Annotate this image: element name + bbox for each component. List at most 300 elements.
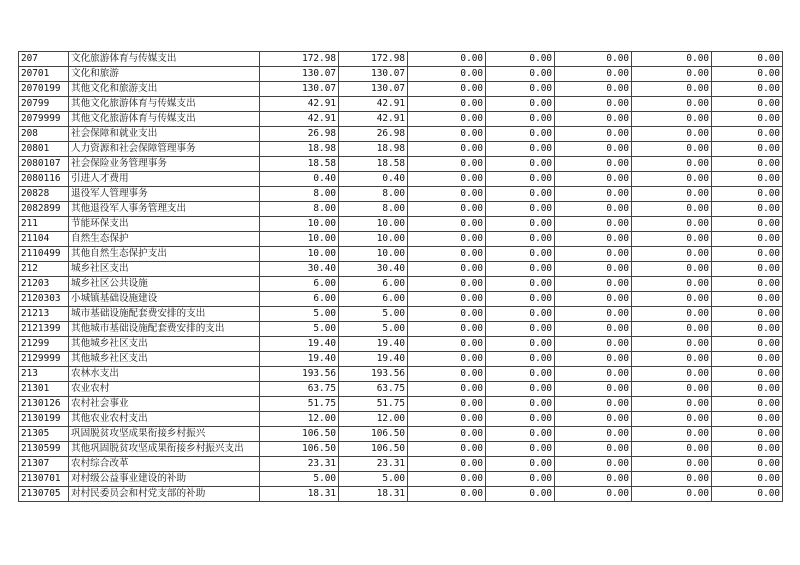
subject-code-cell: 21305 xyxy=(19,427,69,442)
amount-cell: 0.00 xyxy=(632,412,712,427)
amount-cell: 0.00 xyxy=(712,277,783,292)
amount-cell: 0.00 xyxy=(408,292,486,307)
subject-name-cell: 其他退役军人事务管理支出 xyxy=(69,202,260,217)
amount-cell: 12.00 xyxy=(339,412,408,427)
subject-name-cell: 其他城市基础设施配套费安排的支出 xyxy=(69,322,260,337)
subject-name-cell: 其他自然生态保护支出 xyxy=(69,247,260,262)
amount-cell: 0.00 xyxy=(486,52,555,67)
amount-cell: 193.56 xyxy=(260,367,339,382)
amount-cell: 26.98 xyxy=(339,127,408,142)
amount-cell: 0.00 xyxy=(632,52,712,67)
amount-cell: 6.00 xyxy=(339,277,408,292)
amount-cell: 106.50 xyxy=(260,442,339,457)
amount-cell: 0.00 xyxy=(408,307,486,322)
amount-cell: 0.00 xyxy=(712,457,783,472)
amount-cell: 0.00 xyxy=(632,187,712,202)
amount-cell: 0.00 xyxy=(555,262,632,277)
amount-cell: 0.00 xyxy=(632,427,712,442)
amount-cell: 0.00 xyxy=(632,382,712,397)
amount-cell: 0.00 xyxy=(555,127,632,142)
amount-cell: 0.00 xyxy=(408,52,486,67)
amount-cell: 130.07 xyxy=(339,82,408,97)
subject-name-cell: 其他城乡社区支出 xyxy=(69,352,260,367)
amount-cell: 0.40 xyxy=(260,172,339,187)
amount-cell: 5.00 xyxy=(260,307,339,322)
amount-cell: 8.00 xyxy=(339,202,408,217)
amount-cell: 0.00 xyxy=(486,397,555,412)
amount-cell: 0.00 xyxy=(712,382,783,397)
amount-cell: 0.00 xyxy=(555,52,632,67)
table-row xyxy=(19,277,783,292)
amount-cell: 0.00 xyxy=(486,367,555,382)
amount-cell: 0.00 xyxy=(712,187,783,202)
amount-cell: 0.00 xyxy=(632,232,712,247)
amount-cell: 0.00 xyxy=(632,337,712,352)
amount-cell: 0.00 xyxy=(408,112,486,127)
amount-cell: 0.00 xyxy=(408,412,486,427)
subject-code-cell: 208 xyxy=(19,127,69,142)
subject-code-cell: 2130701 xyxy=(19,472,69,487)
amount-cell: 0.00 xyxy=(555,397,632,412)
table-row xyxy=(19,262,783,277)
subject-code-cell: 2080107 xyxy=(19,157,69,172)
subject-name-cell: 人力资源和社会保障管理事务 xyxy=(69,142,260,157)
subject-code-cell: 2130199 xyxy=(19,412,69,427)
amount-cell: 0.40 xyxy=(339,172,408,187)
amount-cell: 0.00 xyxy=(712,412,783,427)
amount-cell: 12.00 xyxy=(260,412,339,427)
amount-cell: 0.00 xyxy=(555,82,632,97)
subject-code-cell: 2130599 xyxy=(19,442,69,457)
amount-cell: 0.00 xyxy=(408,127,486,142)
amount-cell: 0.00 xyxy=(486,427,555,442)
amount-cell: 106.50 xyxy=(339,442,408,457)
table-row xyxy=(19,322,783,337)
amount-cell: 23.31 xyxy=(339,457,408,472)
amount-cell: 0.00 xyxy=(632,217,712,232)
table-row xyxy=(19,457,783,472)
amount-cell: 0.00 xyxy=(712,427,783,442)
amount-cell: 0.00 xyxy=(712,172,783,187)
amount-cell: 0.00 xyxy=(712,307,783,322)
amount-cell: 18.98 xyxy=(339,142,408,157)
amount-cell: 0.00 xyxy=(555,337,632,352)
amount-cell: 0.00 xyxy=(486,247,555,262)
subject-code-cell: 212 xyxy=(19,262,69,277)
amount-cell: 0.00 xyxy=(555,292,632,307)
amount-cell: 0.00 xyxy=(632,172,712,187)
table-row xyxy=(19,202,783,217)
amount-cell: 0.00 xyxy=(486,277,555,292)
amount-cell: 0.00 xyxy=(408,97,486,112)
amount-cell: 0.00 xyxy=(408,487,486,502)
subject-code-cell: 20828 xyxy=(19,187,69,202)
amount-cell: 5.00 xyxy=(260,472,339,487)
table-row xyxy=(19,472,783,487)
amount-cell: 0.00 xyxy=(408,202,486,217)
amount-cell: 5.00 xyxy=(339,322,408,337)
amount-cell: 0.00 xyxy=(712,82,783,97)
amount-cell: 0.00 xyxy=(486,202,555,217)
amount-cell: 0.00 xyxy=(486,157,555,172)
subject-code-cell: 21299 xyxy=(19,337,69,352)
amount-cell: 0.00 xyxy=(408,172,486,187)
subject-code-cell: 207 xyxy=(19,52,69,67)
amount-cell: 0.00 xyxy=(555,307,632,322)
subject-code-cell: 21307 xyxy=(19,457,69,472)
subject-name-cell: 其他农业农村支出 xyxy=(69,412,260,427)
budget-table xyxy=(18,51,783,502)
amount-cell: 0.00 xyxy=(555,487,632,502)
subject-name-cell: 自然生态保护 xyxy=(69,232,260,247)
table-body xyxy=(19,52,783,502)
table-row xyxy=(19,412,783,427)
amount-cell: 0.00 xyxy=(632,397,712,412)
amount-cell: 0.00 xyxy=(408,427,486,442)
table-row xyxy=(19,172,783,187)
subject-name-cell: 其他城乡社区支出 xyxy=(69,337,260,352)
amount-cell: 0.00 xyxy=(486,112,555,127)
amount-cell: 0.00 xyxy=(408,217,486,232)
amount-cell: 0.00 xyxy=(555,172,632,187)
subject-code-cell: 20701 xyxy=(19,67,69,82)
amount-cell: 0.00 xyxy=(712,337,783,352)
amount-cell: 0.00 xyxy=(555,187,632,202)
amount-cell: 130.07 xyxy=(339,67,408,82)
amount-cell: 130.07 xyxy=(260,67,339,82)
amount-cell: 10.00 xyxy=(339,232,408,247)
subject-name-cell: 文化和旅游 xyxy=(69,67,260,82)
table-row xyxy=(19,67,783,82)
amount-cell: 0.00 xyxy=(555,352,632,367)
amount-cell: 0.00 xyxy=(408,367,486,382)
amount-cell: 0.00 xyxy=(632,142,712,157)
amount-cell: 42.91 xyxy=(260,97,339,112)
table-row xyxy=(19,487,783,502)
amount-cell: 0.00 xyxy=(486,232,555,247)
amount-cell: 0.00 xyxy=(408,142,486,157)
subject-name-cell: 农村综合改革 xyxy=(69,457,260,472)
amount-cell: 51.75 xyxy=(339,397,408,412)
amount-cell: 26.98 xyxy=(260,127,339,142)
amount-cell: 0.00 xyxy=(555,277,632,292)
amount-cell: 0.00 xyxy=(632,157,712,172)
subject-name-cell: 农林水支出 xyxy=(69,367,260,382)
amount-cell: 0.00 xyxy=(632,352,712,367)
amount-cell: 0.00 xyxy=(712,367,783,382)
amount-cell: 0.00 xyxy=(712,262,783,277)
amount-cell: 0.00 xyxy=(408,277,486,292)
amount-cell: 0.00 xyxy=(486,472,555,487)
amount-cell: 10.00 xyxy=(260,247,339,262)
subject-name-cell: 其他巩固脱贫攻坚成果衔接乡村振兴支出 xyxy=(69,442,260,457)
amount-cell: 0.00 xyxy=(555,112,632,127)
subject-name-cell: 社会保障和就业支出 xyxy=(69,127,260,142)
amount-cell: 30.40 xyxy=(339,262,408,277)
amount-cell: 8.00 xyxy=(260,202,339,217)
table-row xyxy=(19,232,783,247)
amount-cell: 8.00 xyxy=(260,187,339,202)
amount-cell: 10.00 xyxy=(339,217,408,232)
amount-cell: 19.40 xyxy=(260,337,339,352)
amount-cell: 0.00 xyxy=(632,292,712,307)
amount-cell: 0.00 xyxy=(486,487,555,502)
amount-cell: 10.00 xyxy=(260,217,339,232)
amount-cell: 0.00 xyxy=(632,442,712,457)
amount-cell: 0.00 xyxy=(486,382,555,397)
table-row xyxy=(19,397,783,412)
amount-cell: 18.58 xyxy=(260,157,339,172)
amount-cell: 0.00 xyxy=(486,217,555,232)
amount-cell: 0.00 xyxy=(712,157,783,172)
subject-name-cell: 农业农村 xyxy=(69,382,260,397)
amount-cell: 0.00 xyxy=(408,382,486,397)
subject-code-cell: 21213 xyxy=(19,307,69,322)
amount-cell: 0.00 xyxy=(486,67,555,82)
table-row xyxy=(19,52,783,67)
table-row xyxy=(19,247,783,262)
subject-code-cell: 21301 xyxy=(19,382,69,397)
amount-cell: 0.00 xyxy=(555,232,632,247)
amount-cell: 0.00 xyxy=(408,67,486,82)
table-row xyxy=(19,82,783,97)
table-row xyxy=(19,187,783,202)
subject-code-cell: 21104 xyxy=(19,232,69,247)
table-row xyxy=(19,382,783,397)
amount-cell: 0.00 xyxy=(555,382,632,397)
amount-cell: 18.31 xyxy=(339,487,408,502)
amount-cell: 0.00 xyxy=(486,412,555,427)
subject-name-cell: 其他文化旅游体育与传媒支出 xyxy=(69,112,260,127)
amount-cell: 19.40 xyxy=(339,352,408,367)
amount-cell: 0.00 xyxy=(712,487,783,502)
table-row xyxy=(19,442,783,457)
amount-cell: 0.00 xyxy=(712,232,783,247)
amount-cell: 10.00 xyxy=(339,247,408,262)
amount-cell: 18.98 xyxy=(260,142,339,157)
table-row xyxy=(19,352,783,367)
subject-code-cell: 2110499 xyxy=(19,247,69,262)
amount-cell: 0.00 xyxy=(632,277,712,292)
table-row xyxy=(19,142,783,157)
subject-name-cell: 节能环保支出 xyxy=(69,217,260,232)
amount-cell: 0.00 xyxy=(632,367,712,382)
amount-cell: 0.00 xyxy=(712,397,783,412)
amount-cell: 0.00 xyxy=(555,247,632,262)
amount-cell: 193.56 xyxy=(339,367,408,382)
subject-name-cell: 对村级公益事业建设的补助 xyxy=(69,472,260,487)
amount-cell: 0.00 xyxy=(632,487,712,502)
amount-cell: 0.00 xyxy=(555,142,632,157)
amount-cell: 0.00 xyxy=(408,442,486,457)
amount-cell: 0.00 xyxy=(486,82,555,97)
subject-code-cell: 2120303 xyxy=(19,292,69,307)
amount-cell: 42.91 xyxy=(339,112,408,127)
amount-cell: 0.00 xyxy=(555,217,632,232)
amount-cell: 0.00 xyxy=(408,337,486,352)
amount-cell: 0.00 xyxy=(555,97,632,112)
amount-cell: 42.91 xyxy=(339,97,408,112)
table-row xyxy=(19,157,783,172)
subject-name-cell: 巩固脱贫攻坚成果衔接乡村振兴 xyxy=(69,427,260,442)
amount-cell: 0.00 xyxy=(408,187,486,202)
amount-cell: 19.40 xyxy=(339,337,408,352)
amount-cell: 0.00 xyxy=(486,337,555,352)
amount-cell: 0.00 xyxy=(632,262,712,277)
table-row xyxy=(19,307,783,322)
amount-cell: 0.00 xyxy=(408,472,486,487)
amount-cell: 0.00 xyxy=(632,202,712,217)
amount-cell: 0.00 xyxy=(632,247,712,262)
amount-cell: 5.00 xyxy=(339,307,408,322)
subject-name-cell: 社会保险业务管理事务 xyxy=(69,157,260,172)
amount-cell: 172.98 xyxy=(339,52,408,67)
amount-cell: 8.00 xyxy=(339,187,408,202)
amount-cell: 0.00 xyxy=(408,157,486,172)
amount-cell: 0.00 xyxy=(486,142,555,157)
amount-cell: 0.00 xyxy=(486,172,555,187)
amount-cell: 0.00 xyxy=(632,97,712,112)
amount-cell: 0.00 xyxy=(555,472,632,487)
amount-cell: 0.00 xyxy=(712,97,783,112)
subject-code-cell: 2130126 xyxy=(19,397,69,412)
amount-cell: 0.00 xyxy=(408,322,486,337)
amount-cell: 18.31 xyxy=(260,487,339,502)
subject-name-cell: 文化旅游体育与传媒支出 xyxy=(69,52,260,67)
subject-code-cell: 2079999 xyxy=(19,112,69,127)
amount-cell: 30.40 xyxy=(260,262,339,277)
subject-name-cell: 退役军人管理事务 xyxy=(69,187,260,202)
amount-cell: 5.00 xyxy=(260,322,339,337)
amount-cell: 0.00 xyxy=(408,82,486,97)
amount-cell: 0.00 xyxy=(555,157,632,172)
subject-name-cell: 其他文化和旅游支出 xyxy=(69,82,260,97)
amount-cell: 0.00 xyxy=(712,322,783,337)
amount-cell: 0.00 xyxy=(632,67,712,82)
amount-cell: 18.58 xyxy=(339,157,408,172)
amount-cell: 0.00 xyxy=(712,292,783,307)
amount-cell: 0.00 xyxy=(712,472,783,487)
amount-cell: 0.00 xyxy=(632,322,712,337)
amount-cell: 0.00 xyxy=(486,442,555,457)
amount-cell: 0.00 xyxy=(632,457,712,472)
subject-code-cell: 2070199 xyxy=(19,82,69,97)
amount-cell: 10.00 xyxy=(260,232,339,247)
subject-code-cell: 213 xyxy=(19,367,69,382)
amount-cell: 0.00 xyxy=(555,367,632,382)
amount-cell: 0.00 xyxy=(712,142,783,157)
amount-cell: 0.00 xyxy=(632,307,712,322)
amount-cell: 0.00 xyxy=(555,202,632,217)
subject-name-cell: 小城镇基础设施建设 xyxy=(69,292,260,307)
amount-cell: 0.00 xyxy=(486,127,555,142)
amount-cell: 0.00 xyxy=(712,112,783,127)
amount-cell: 0.00 xyxy=(408,247,486,262)
subject-code-cell: 211 xyxy=(19,217,69,232)
amount-cell: 0.00 xyxy=(555,442,632,457)
table-row xyxy=(19,427,783,442)
amount-cell: 6.00 xyxy=(260,292,339,307)
amount-cell: 0.00 xyxy=(486,307,555,322)
amount-cell: 0.00 xyxy=(408,397,486,412)
amount-cell: 0.00 xyxy=(712,67,783,82)
amount-cell: 51.75 xyxy=(260,397,339,412)
amount-cell: 5.00 xyxy=(339,472,408,487)
amount-cell: 6.00 xyxy=(339,292,408,307)
amount-cell: 0.00 xyxy=(555,67,632,82)
subject-name-cell: 其他文化旅游体育与传媒支出 xyxy=(69,97,260,112)
table-row xyxy=(19,97,783,112)
amount-cell: 0.00 xyxy=(555,427,632,442)
amount-cell: 106.50 xyxy=(260,427,339,442)
amount-cell: 0.00 xyxy=(712,202,783,217)
amount-cell: 0.00 xyxy=(486,457,555,472)
subject-code-cell: 2080116 xyxy=(19,172,69,187)
table-row xyxy=(19,367,783,382)
amount-cell: 0.00 xyxy=(712,442,783,457)
amount-cell: 19.40 xyxy=(260,352,339,367)
subject-name-cell: 城市基础设施配套费安排的支出 xyxy=(69,307,260,322)
amount-cell: 0.00 xyxy=(712,217,783,232)
table-row xyxy=(19,112,783,127)
subject-code-cell: 2129999 xyxy=(19,352,69,367)
amount-cell: 0.00 xyxy=(632,82,712,97)
amount-cell: 0.00 xyxy=(486,322,555,337)
amount-cell: 0.00 xyxy=(712,52,783,67)
amount-cell: 6.00 xyxy=(260,277,339,292)
amount-cell: 42.91 xyxy=(260,112,339,127)
subject-name-cell: 对村民委员会和村党支部的补助 xyxy=(69,487,260,502)
subject-code-cell: 2130705 xyxy=(19,487,69,502)
amount-cell: 0.00 xyxy=(408,262,486,277)
subject-name-cell: 城乡社区公共设施 xyxy=(69,277,260,292)
subject-name-cell: 城乡社区支出 xyxy=(69,262,260,277)
amount-cell: 23.31 xyxy=(260,457,339,472)
amount-cell: 172.98 xyxy=(260,52,339,67)
table-row xyxy=(19,337,783,352)
subject-code-cell: 2121399 xyxy=(19,322,69,337)
subject-code-cell: 2082899 xyxy=(19,202,69,217)
amount-cell: 0.00 xyxy=(486,97,555,112)
amount-cell: 0.00 xyxy=(486,352,555,367)
amount-cell: 0.00 xyxy=(408,352,486,367)
amount-cell: 0.00 xyxy=(712,127,783,142)
amount-cell: 0.00 xyxy=(632,472,712,487)
subject-code-cell: 20801 xyxy=(19,142,69,157)
subject-code-cell: 21203 xyxy=(19,277,69,292)
amount-cell: 130.07 xyxy=(260,82,339,97)
subject-name-cell: 农村社会事业 xyxy=(69,397,260,412)
table-row xyxy=(19,292,783,307)
amount-cell: 0.00 xyxy=(712,247,783,262)
amount-cell: 0.00 xyxy=(486,262,555,277)
subject-code-cell: 20799 xyxy=(19,97,69,112)
table-row xyxy=(19,127,783,142)
amount-cell: 0.00 xyxy=(486,187,555,202)
amount-cell: 0.00 xyxy=(408,232,486,247)
table-row xyxy=(19,217,783,232)
amount-cell: 0.00 xyxy=(486,292,555,307)
amount-cell: 0.00 xyxy=(555,412,632,427)
amount-cell: 106.50 xyxy=(339,427,408,442)
subject-name-cell: 引进人才费用 xyxy=(69,172,260,187)
amount-cell: 0.00 xyxy=(555,457,632,472)
amount-cell: 63.75 xyxy=(339,382,408,397)
amount-cell: 0.00 xyxy=(408,457,486,472)
amount-cell: 63.75 xyxy=(260,382,339,397)
amount-cell: 0.00 xyxy=(632,127,712,142)
amount-cell: 0.00 xyxy=(555,322,632,337)
